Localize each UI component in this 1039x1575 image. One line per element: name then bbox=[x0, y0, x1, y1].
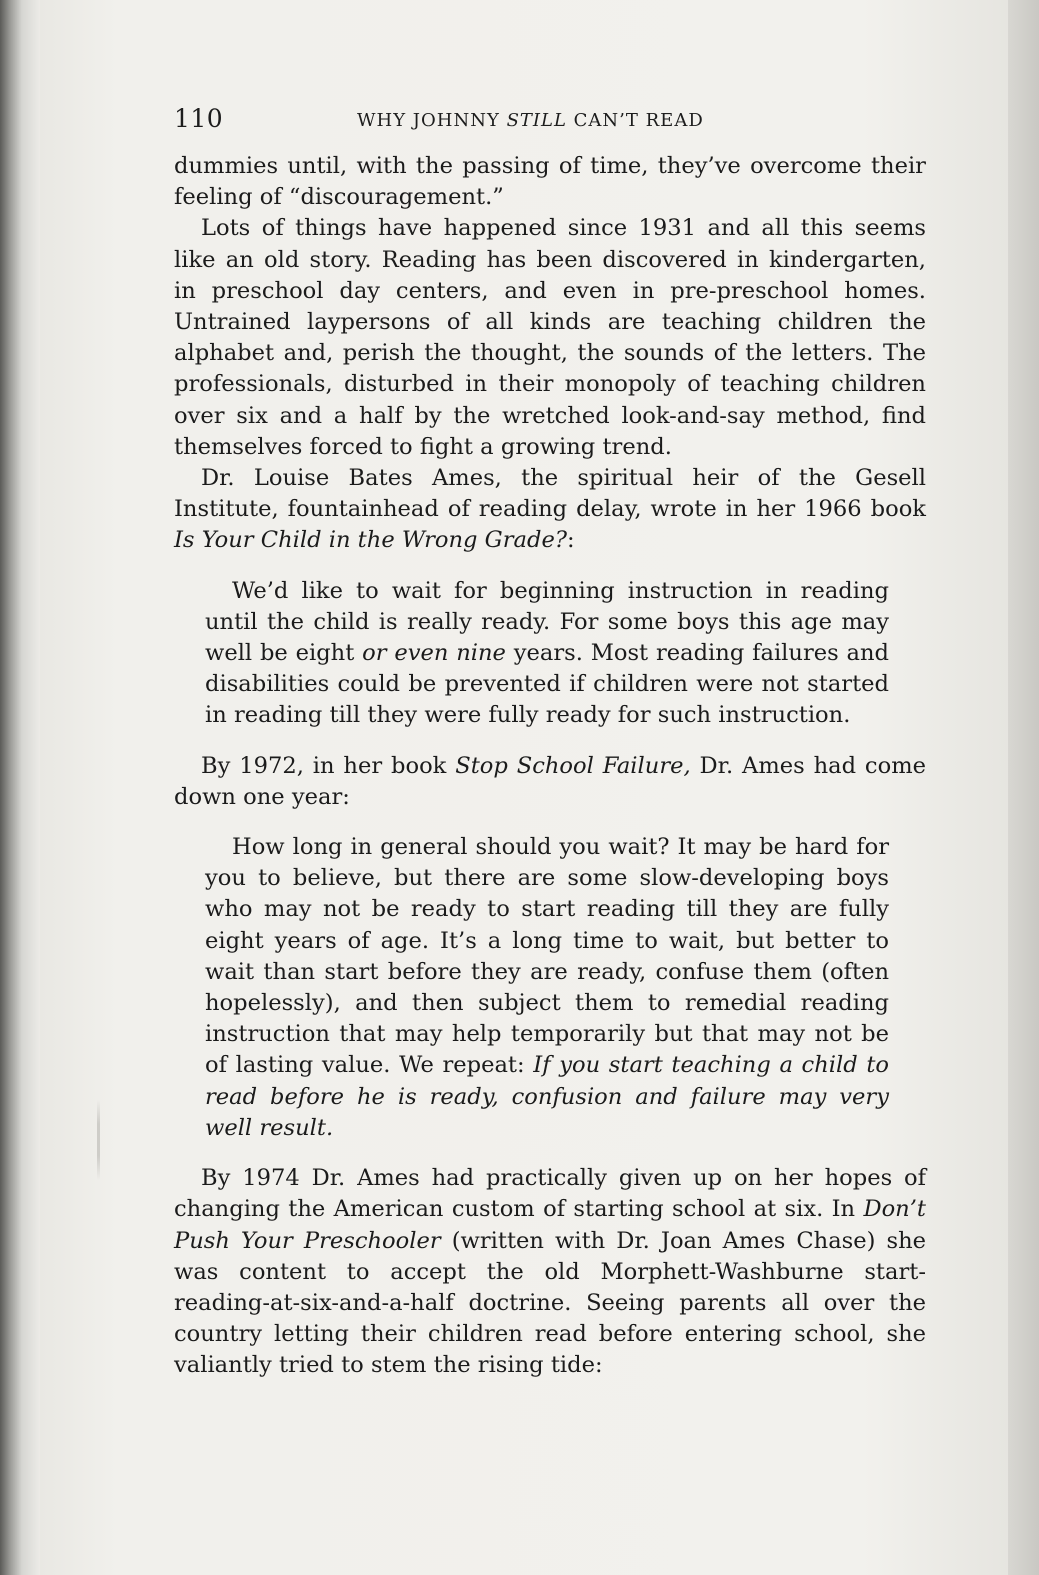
book-title: Stop School Failure, bbox=[455, 752, 691, 779]
paragraph-text: By 1972, in her book bbox=[201, 752, 456, 779]
block-quote bbox=[174, 832, 926, 1144]
book-title: Is Your Child in the Wrong Grade? bbox=[174, 527, 567, 554]
paragraph: Lots of things have happened since 1931 and all this seems like an old story. Reading has been discovered in kindergarten, in preschool day centers, and even in pre-preschool homes. Untrained laypersons of all kinds are teaching children the alphabet and, perish the thought, the sounds of the letters. The professionals, disturbed in their monopoly of teaching children over six and a half by the wretched look-and-say method, find themselves forced to fight a growing trend. bbox=[174, 215, 926, 460]
paragraph bbox=[174, 463, 926, 557]
block-quote bbox=[174, 576, 926, 732]
page-number: 110 bbox=[174, 104, 224, 133]
paragraph-text: (written with Dr. Joan Ames Chase) she was content to accept the old Morphett-Washburne start-reading-at-six-and-a-half doctrine. Seeing parents all over the country letting their children read before entering school, she valiantly tried to stem the rising tide: bbox=[174, 1227, 927, 1379]
paragraph bbox=[174, 1163, 926, 1381]
paragraph-text: By 1974 Dr. Ames had practically given up on her hopes of changing the American custom of starting school at six. In bbox=[174, 1165, 926, 1223]
quote-text: We’d like to wait for beginning instruction in reading until the child is really ready. For some boys this age may well be eight bbox=[205, 577, 889, 667]
paragraph-text: Dr. Ames had come down one year: bbox=[174, 752, 926, 810]
running-head-italic: STILL bbox=[506, 110, 567, 131]
paragraph bbox=[174, 751, 926, 813]
spacer bbox=[174, 732, 926, 751]
paragraph-text: : bbox=[566, 527, 575, 554]
spacer bbox=[174, 1144, 926, 1163]
book-title: Don’t Push Your Preschooler bbox=[174, 1196, 926, 1254]
running-head bbox=[357, 110, 704, 131]
quote-emphasis: or even nine bbox=[362, 640, 506, 667]
paragraph-text: Dr. Louise Bates Ames, the spiritual heir of the Gesell Institute, fountainhead of reading delay, wrote in her 1966 book bbox=[174, 465, 926, 523]
quote-emphasis: If you start teaching a child to read before he is ready, confusion and failure may very well result. bbox=[205, 1052, 890, 1141]
spacer bbox=[174, 813, 926, 832]
running-head-start: WHY JOHNNY bbox=[357, 110, 507, 131]
running-head-end: CAN’T READ bbox=[566, 110, 704, 131]
margin-mark bbox=[97, 1100, 100, 1180]
page-header bbox=[174, 104, 929, 138]
paragraph-continued: dummies until, with the passing of time, they’ve overcome their feeling of “discouragement.” bbox=[174, 153, 926, 211]
spacer bbox=[174, 557, 926, 576]
body-text bbox=[174, 151, 926, 1382]
quote-text: How long in general should you wait? It may be hard for you to believe, but there are some slow-developing boys who may not be ready to start reading till they are fully eight years of age. It’s a long time to wait, but better to wait than start before they are ready, confuse them (often hopelessly), and then subject them to remedial reading instruction that may help temporarily but that may not be of lasting value. We repeat: bbox=[205, 834, 889, 1079]
quote-text: years. Most reading failures and disabilities could be prevented if children were not started in reading till they were fully ready for such instruction. bbox=[205, 640, 890, 729]
